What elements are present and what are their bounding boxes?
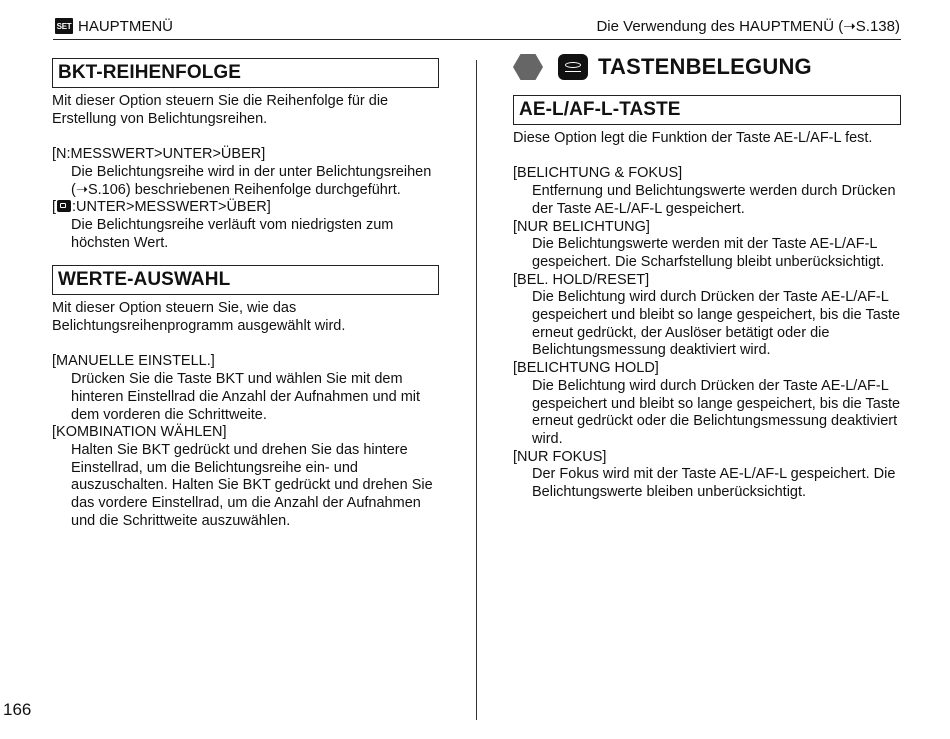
section-intro: Mit dieser Option steuern Sie, wie das Belichtungsreihenprogramm ausgewählt wird.	[52, 300, 346, 335]
header-left-title: HAUPTMENÜ	[78, 17, 174, 35]
bracket-order-icon	[57, 200, 71, 212]
chapter-title: TASTENBELEGUNG	[598, 54, 812, 80]
option-label-text: :UNTER>MESSWERT>ÜBER]	[72, 199, 271, 216]
chapter-title-row	[513, 50, 908, 84]
option-description: Der Fokus wird mit der Taste AE-L/AF-L gespeichert. Die Belichtungswerte bleiben unberücksichtigt.	[532, 466, 896, 501]
section-heading-ae-af-taste: AE-L/AF-L-TASTE	[513, 95, 901, 125]
section-intro: Diese Option legt die Funktion der Taste AE-L/AF-L fest.	[513, 130, 873, 146]
left-column	[52, 58, 447, 530]
bracket-open: [	[52, 199, 57, 216]
option-description: Halten Sie BKT gedrückt und drehen Sie das hintere Einstellrad, um die Belichtungsreihe ein- und auszuschalten. Halten Sie BKT gedrückt und drehen Sie das vordere Einstellrad, um die Anzahl der Aufnahmen und die Schrittweite auszuwählen.	[71, 441, 433, 529]
option-description: Drücken Sie die Taste BKT und wählen Sie mit dem hinteren Einstellrad die Anzahl der Aufnahmen und mit dem vorderen die Schrittweite.	[71, 371, 421, 423]
option-description: Die Belichtungsreihe wird in der unter Belichtungsreihen (➝S.106) beschriebenen Reihenfolge durchgeführt.	[71, 163, 432, 198]
option-label: [KOMBINATION WÄHLEN]	[52, 424, 227, 441]
option-label	[52, 199, 447, 217]
option-label: [BELICHTUNG & FOKUS]	[513, 165, 683, 182]
hexagon-marker-icon	[513, 54, 543, 80]
option-label: [NUR BELICHTUNG]	[513, 218, 650, 235]
right-column	[513, 50, 908, 502]
option-label: [BELICHTUNG HOLD]	[513, 360, 659, 377]
option-description: Die Belichtungsreihe verläuft vom niedrigsten zum höchsten Wert.	[71, 216, 394, 251]
option-label: [MANUELLE EINSTELL.]	[52, 353, 215, 370]
section-heading-werte-auswahl: WERTE-AUSWAHL	[52, 265, 439, 295]
running-header-left	[55, 16, 173, 36]
running-header-right: Die Verwendung des HAUPTMENÜ (➝S.138)	[596, 18, 900, 35]
option-description: Die Belichtung wird durch Drücken der Taste AE-L/AF-L gespeichert und bleibt so lange gespeichert, bis die Taste erneut gedrückt, der Auslöser betätigt oder die Belichtungsmessung deaktiviert wird.	[532, 289, 901, 359]
column-divider	[476, 60, 477, 720]
section-intro: Mit dieser Option steuern Sie die Reihenfolge für die Erstellung von Belichtungsreihen.	[52, 93, 389, 127]
set-menu-icon: SET	[55, 18, 73, 34]
section-heading-bkt-reihenfolge: BKT-REIHENFOLGE	[52, 58, 439, 88]
header-rule	[53, 39, 901, 40]
option-description: Die Belichtungswerte werden mit der Taste AE-L/AF-L gespeichert. Die Scharfstellung bleibt unberücksichtigt.	[532, 236, 885, 270]
option-description: Entfernung und Belichtungswerte werden durch Drücken der Taste AE-L/AF-L gespeichert.	[532, 183, 896, 217]
page-number: 166	[3, 700, 32, 719]
function-button-icon	[558, 54, 588, 80]
option-label: [N:MESSWERT>UNTER>ÜBER]	[52, 146, 266, 163]
option-description: Die Belichtung wird durch Drücken der Taste AE-L/AF-L gespeichert und bleibt so lange gespeichert, bis die Taste erneut gedrückt oder die Belichtungsmessung deaktiviert wird.	[532, 377, 901, 447]
option-label: [NUR FOKUS]	[513, 448, 607, 465]
option-label: [BEL. HOLD/RESET]	[513, 271, 650, 288]
